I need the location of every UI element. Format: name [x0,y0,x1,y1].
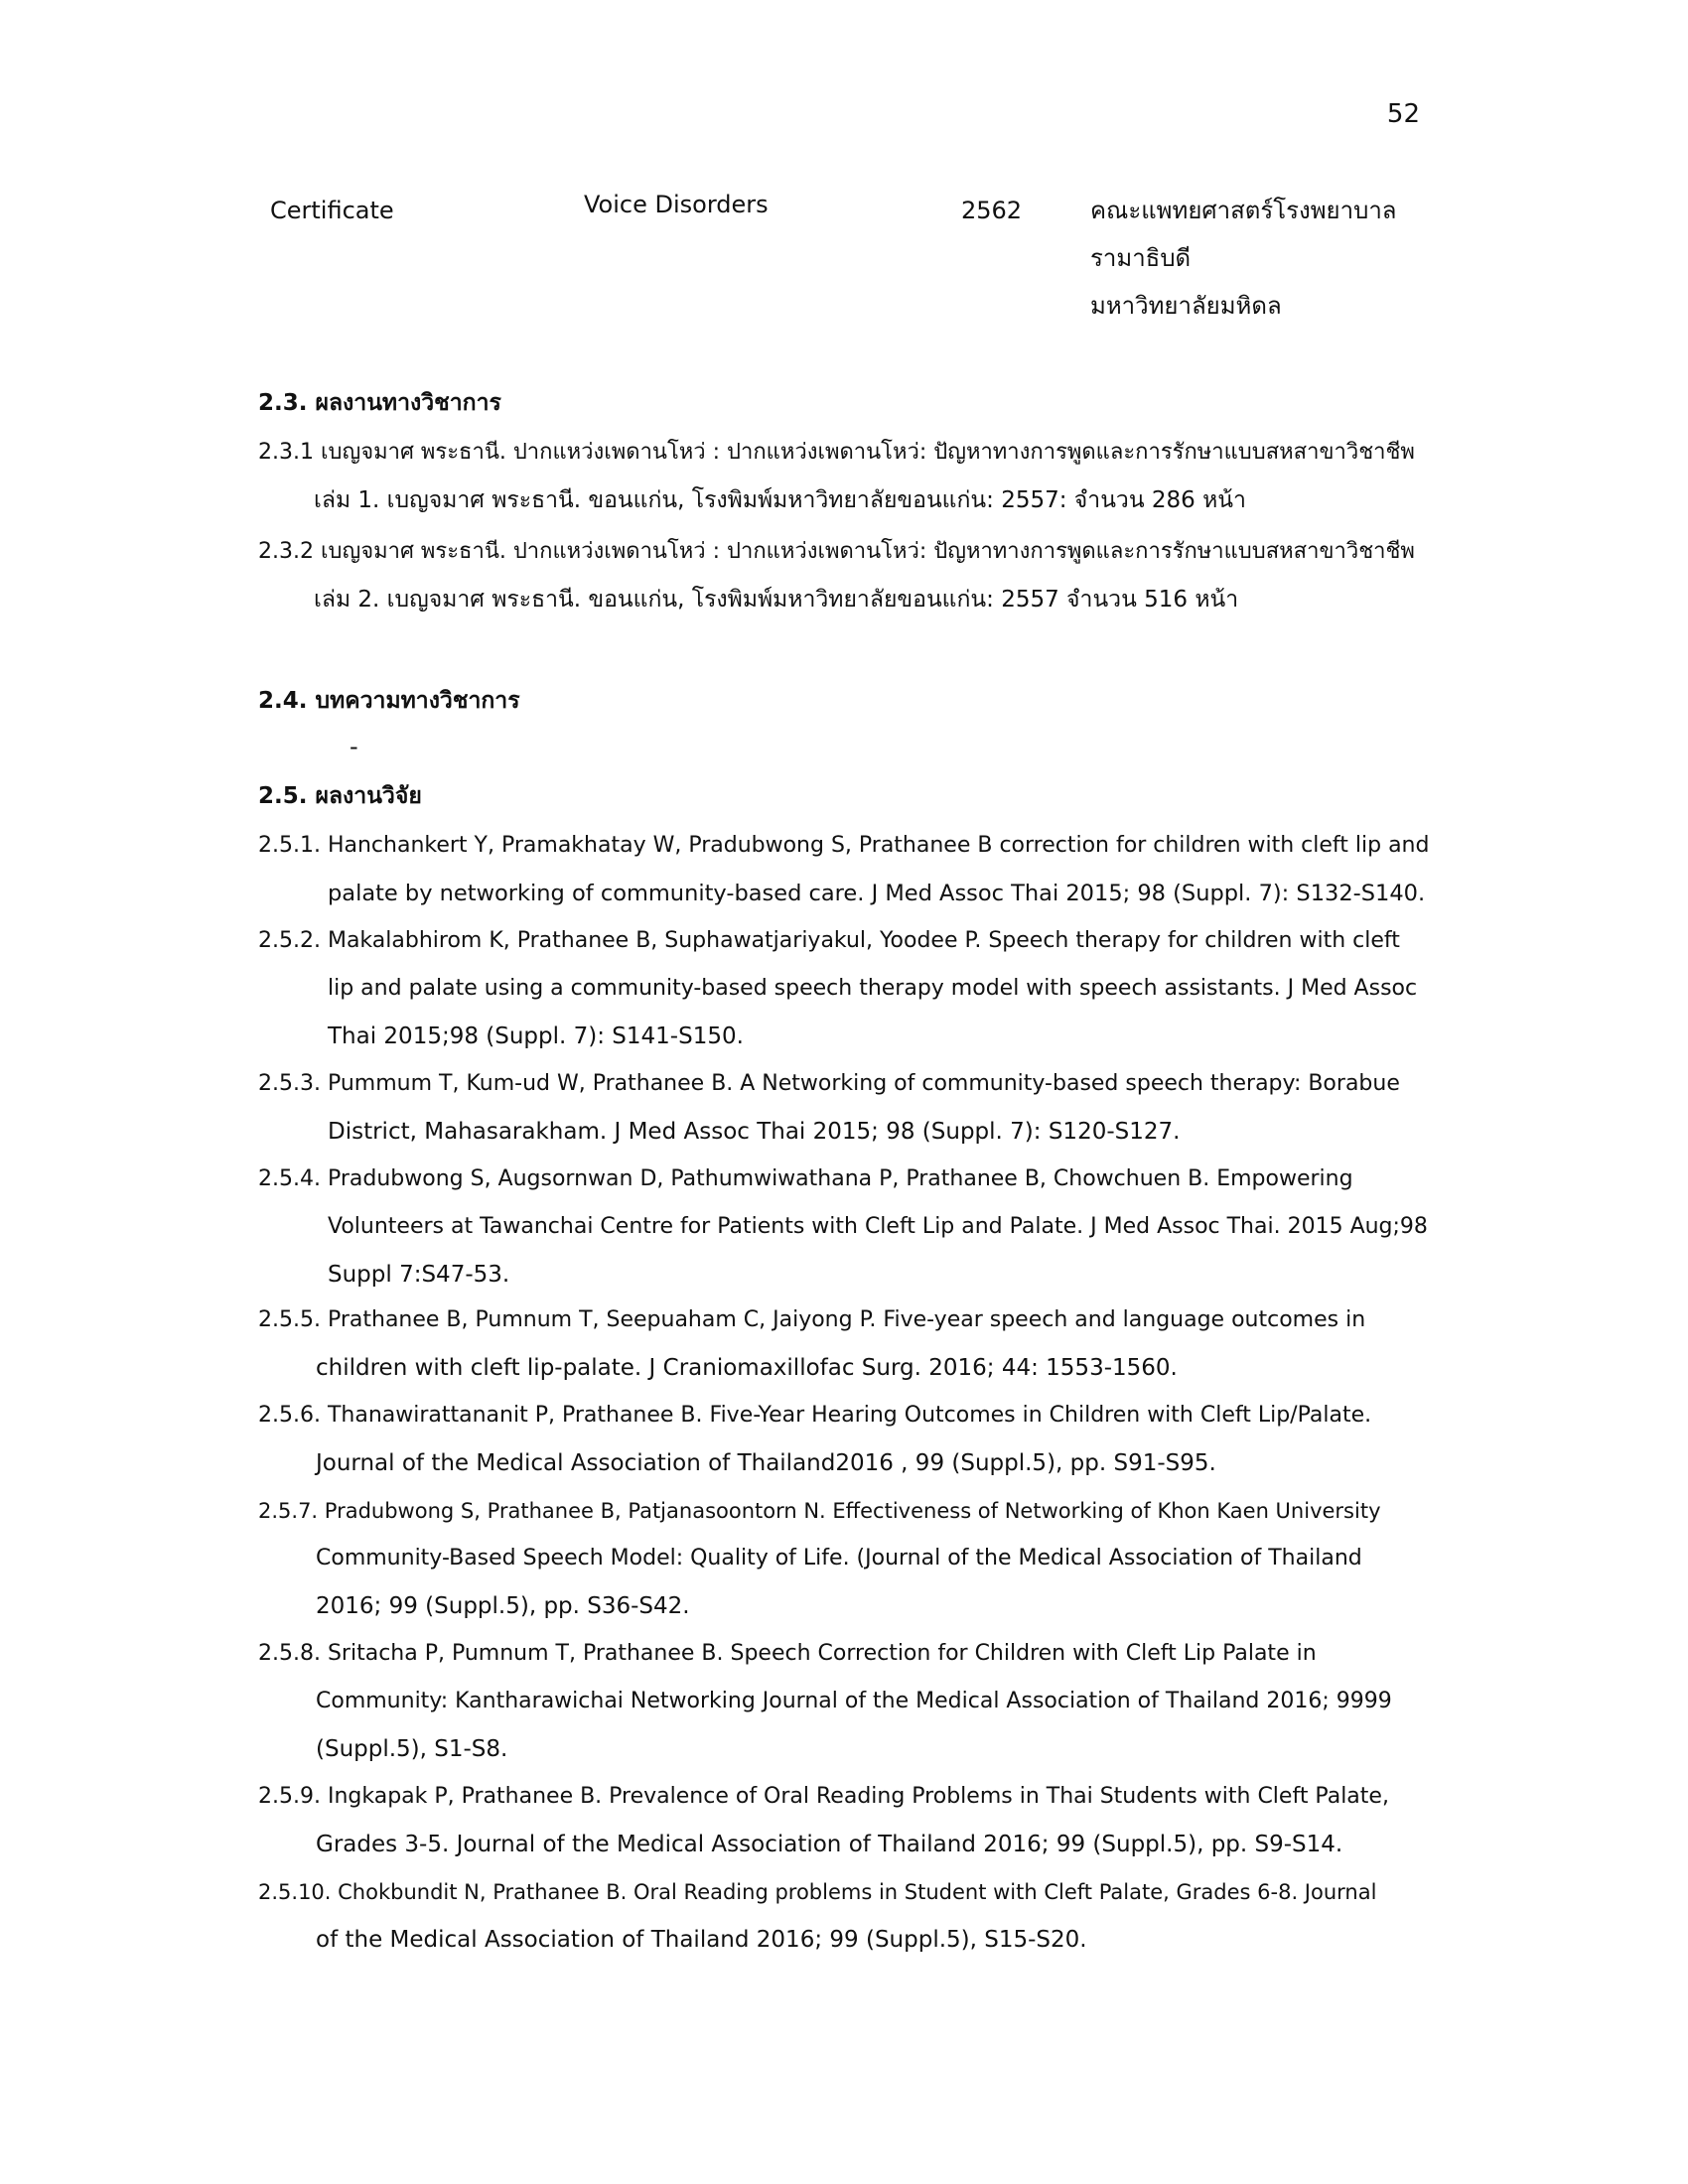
list-item [258,1868,1430,1964]
entry-line: 2.3.1 เบญจมาศ พระธานี. ปากแหว่งเพดานโหว่ : ปากแหว่งเพดานโหว่: ปัญหาทางการพูดและการรักษาแบบสหสาขาวิชาชีพ [258,440,1415,465]
entry-line: Grades 3-5. Journal of the Medical Association of Thailand 2016; 99 (Suppl.5), pp. S9-S14. [316,1832,1343,1857]
entry-line: เล่ม 1. เบญจมาศ พระธานี. ขอนแก่น, โรงพิมพ์มหาวิทยาลัยขอนแก่น: 2557: จำนวน 286 หน้า [314,487,1246,513]
section-heading-research: 2.5. ผลงานวิจัย [258,783,422,809]
entry-line: District, Mahasarakham. J Med Assoc Thai 2015; 98 (Suppl. 7): S120-S127. [328,1119,1181,1145]
certificate-institution [1090,187,1428,330]
entry-line: Volunteers at Tawanchai Centre for Patients with Cleft Lip and Palate. J Med Assoc Thai. 2015 Aug;98 [328,1214,1428,1239]
entry-line: 2.5.4. Pradubwong S, Augsornwan D, Pathumwiwathana P, Prathanee B, Chowchuen B. Empowering [258,1166,1353,1191]
entry-line: 2.5.8. Sritacha P, Pumnum T, Prathanee B. Speech Correction for Children with Cleft Lip Palate in [258,1641,1317,1666]
section-heading-academic-articles: 2.4. บทความทางวิชาการ [258,688,520,714]
list-item [258,1487,1430,1630]
list-item [258,1297,1430,1392]
entry-line: 2.5.5. Prathanee B, Pumnum T, Seepuaham C, Jaiyong P. Five-year speech and language outcomes in [258,1307,1366,1332]
entry-line: เล่ม 2. เบญจมาศ พระธานี. ขอนแก่น, โรงพิมพ์มหาวิทยาลัยขอนแก่น: 2557 จำนวน 516 หน้า [314,587,1239,613]
list-item [258,822,1430,917]
entry-line: Community-Based Speech Model: Quality of Life. (Journal of the Medical Association of Thailand [316,1546,1362,1570]
entry-line: palate by networking of community-based care. J Med Assoc Thai 2015; 98 (Suppl. 7): S132-S140. [328,881,1426,906]
entry-line: 2.5.7. Pradubwong S, Prathanee B, Patjanasoontorn N. Effectiveness of Networking of Khon Kaen University [258,1499,1381,1523]
certificate-field: Voice Disorders [584,191,769,218]
list-item [258,1156,1430,1298]
entry-line: 2016; 99 (Suppl.5), pp. S36-S42. [316,1593,690,1619]
entry-line: 2.5.6. Thanawirattananit P, Prathanee B. Five-Year Hearing Outcomes in Children with Cleft Lip/Palate. [258,1403,1372,1428]
page-number: 52 [1386,99,1420,129]
entry-line: 2.5.10. Chokbundit N, Prathanee B. Oral Reading problems in Student with Cleft Palate, Grades 6-8. Journal [258,1880,1377,1904]
list-item [258,1392,1430,1487]
certificate-type: Certificate [270,197,394,224]
list-item [258,1060,1430,1156]
entry-line: 2.5.2. Makalabhirom K, Prathanee B, Suphawatjariyakul, Yoodee P. Speech therapy for children with cleft [258,928,1400,953]
entry-line: 2.5.9. Ingkapak P, Prathanee B. Prevalence of Oral Reading Problems in Thai Students with Cleft Palate, [258,1784,1389,1809]
entry-line: lip and palate using a community-based speech therapy model with speech assistants. J Med Assoc [328,976,1418,1001]
entry-line: 2.3.2 เบญจมาศ พระธานี. ปากแหว่งเพดานโหว่ : ปากแหว่งเพดานโหว่: ปัญหาทางการพูดและการรักษาแบบสหสาขาวิชาชีพ [258,539,1415,564]
entry-line: (Suppl.5), S1-S8. [316,1736,508,1762]
institution-line: รามาธิบดี [1090,244,1192,272]
entry-line: children with cleft lip-palate. J Craniomaxillofac Surg. 2016; 44: 1553-1560. [316,1355,1178,1381]
entry-line: Community: Kantharawichai Networking Journal of the Medical Association of Thailand 2016; 9999 [316,1689,1392,1713]
section-heading-academic-works: 2.3. ผลงานทางวิชาการ [258,390,501,416]
entry-line: of the Medical Association of Thailand 2016; 99 (Suppl.5), S15-S20. [316,1927,1087,1953]
institution-line: มหาวิทยาลัยมหิดล [1090,292,1282,320]
entry-line: 2.5.1. Hanchankert Y, Pramakhatay W, Pradubwong S, Prathanee B correction for children with cleft lip and [258,833,1430,858]
institution-line: คณะแพทยศาสตร์โรงพยาบาล [1090,197,1397,224]
list-item [258,1773,1430,1868]
list-item [258,1630,1430,1773]
list-item [258,429,1430,524]
list-item [258,917,1430,1060]
certificate-row [0,187,1688,336]
empty-placeholder: - [350,733,358,760]
entry-line: Suppl 7:S47-53. [328,1262,510,1288]
certificate-year: 2562 [961,197,1023,224]
entry-line: Journal of the Medical Association of Thailand2016 , 99 (Suppl.5), pp. S91-S95. [316,1450,1216,1476]
entry-line: Thai 2015;98 (Suppl. 7): S141-S150. [328,1024,744,1049]
list-item [258,528,1430,623]
entry-line: 2.5.3. Pummum T, Kum-ud W, Prathanee B. A Networking of community-based speech therapy: Borabue [258,1071,1400,1096]
